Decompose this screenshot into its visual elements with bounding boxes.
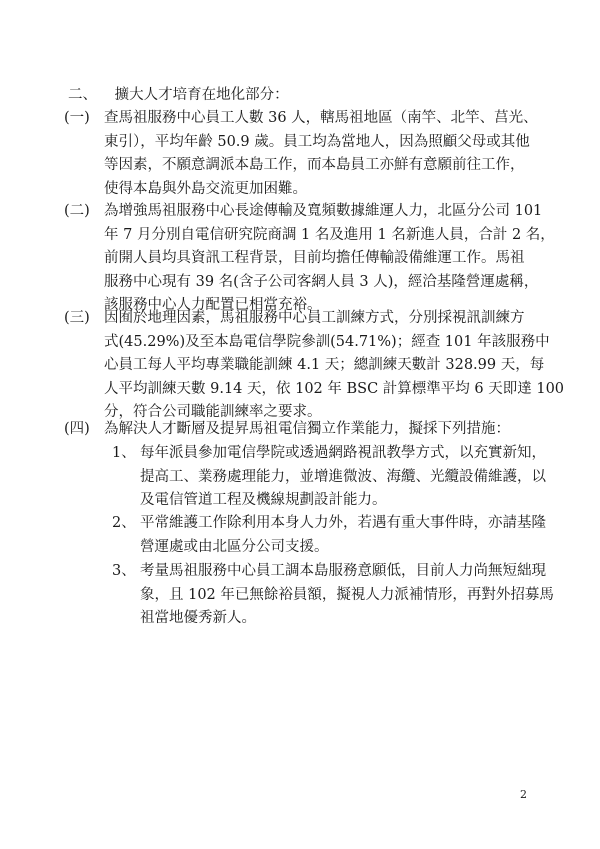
measure-item-2	[112, 512, 544, 559]
paragraph-3	[64, 307, 565, 425]
paragraph-line: 分，符合公司職能訓練率之要求。	[104, 404, 322, 421]
item-line: 每年派員參加電信學院或透過網路視訊教學方式，以充實新知，	[140, 445, 546, 461]
paragraph-line: 為解決人才斷層及提昇馬祖電信獨立作業能力，擬採下列措施：	[104, 421, 510, 437]
section-title-text: 擴大人才培育在地化部分：	[114, 87, 289, 103]
paragraph-line: 年 7 月分別自電信研究院商調 1 名及進用 1 名新進人員，合計 2 名，	[104, 226, 555, 243]
section-number: 二、	[68, 87, 97, 103]
page-number: 2	[520, 788, 527, 801]
paragraph-marker: (二)	[64, 203, 90, 219]
paragraph-line: 因囿於地理因素，馬祖服務中心員工訓練方式，分別採視訊訓練方	[104, 310, 525, 326]
paragraph-line: 式(45.29%)及至本島電信學院參訓(54.71%)；經查 101 年該服務中	[104, 333, 550, 350]
paragraph-line: 人平均訓練天數 9.14 天，依 102 年 BSC 計算標準平均 6 天即達 100	[104, 380, 565, 397]
item-marker: 1、	[112, 445, 136, 461]
paragraph-line: 前開人員均具資訊工程背景，目前均擔任傳輸設備維運工作。馬祖	[104, 250, 525, 267]
paragraph-line: 心員工每人平均專業職能訓練 4.1 天；總訓練天數計 328.99 天，每	[104, 357, 545, 374]
paragraph-line: 服務中心現有 39 名(含子公司客網人員 3 人)，經洽基隆營運處稱，	[104, 273, 539, 290]
section-heading	[68, 85, 289, 105]
item-line: 營運處或由北區分公司支援。	[140, 538, 329, 555]
item-line: 平常維護工作除利用本身人力外，若遇有重大事件時，亦請基隆	[140, 515, 546, 531]
paragraph-marker: (一)	[64, 110, 90, 126]
item-line: 象，且 102 年已無餘裕員額，擬視人力派補情形，再對外招募馬	[140, 586, 554, 603]
item-line: 及電信管道工程及機線規劃設計能力。	[140, 492, 387, 509]
item-line: 提高工、業務處理能力，並增進微波、海纜、光纜設備維護，以	[140, 468, 546, 485]
item-marker: 3、	[112, 563, 136, 579]
paragraph-4	[64, 418, 544, 442]
measure-item-1	[112, 442, 544, 513]
paragraph-line: 查馬祖服務中心員工人數 36 人，轄馬祖地區（南竿、北竿、莒光、	[104, 110, 538, 126]
paragraph-line: 該服務中心人力配置已相當充裕。	[104, 297, 322, 314]
paragraph-line: 等因素，不願意調派本島工作，而本島員工亦鮮有意願前往工作，	[104, 157, 525, 174]
paragraph-marker: (四)	[64, 421, 90, 437]
paragraph-1	[64, 107, 544, 201]
item-marker: 2、	[112, 515, 136, 531]
paragraph-line: 為增強馬祖服務中心長途傳輸及寬頻數據維運人力，北區分公司 101	[104, 203, 543, 219]
paragraph-line: 東引），平均年齡 50.9 歲。員工均為當地人，因為照顧父母或其他	[104, 133, 530, 150]
paragraph-line: 使得本島與外島交流更加困難。	[104, 180, 307, 197]
paragraph-2	[64, 200, 555, 318]
measure-item-3	[112, 560, 554, 631]
paragraph-marker: (三)	[64, 310, 90, 326]
item-line: 祖當地優秀新人。	[140, 610, 256, 627]
item-line: 考量馬祖服務中心員工調本島服務意願低，目前人力尚無短絀現	[140, 563, 546, 579]
